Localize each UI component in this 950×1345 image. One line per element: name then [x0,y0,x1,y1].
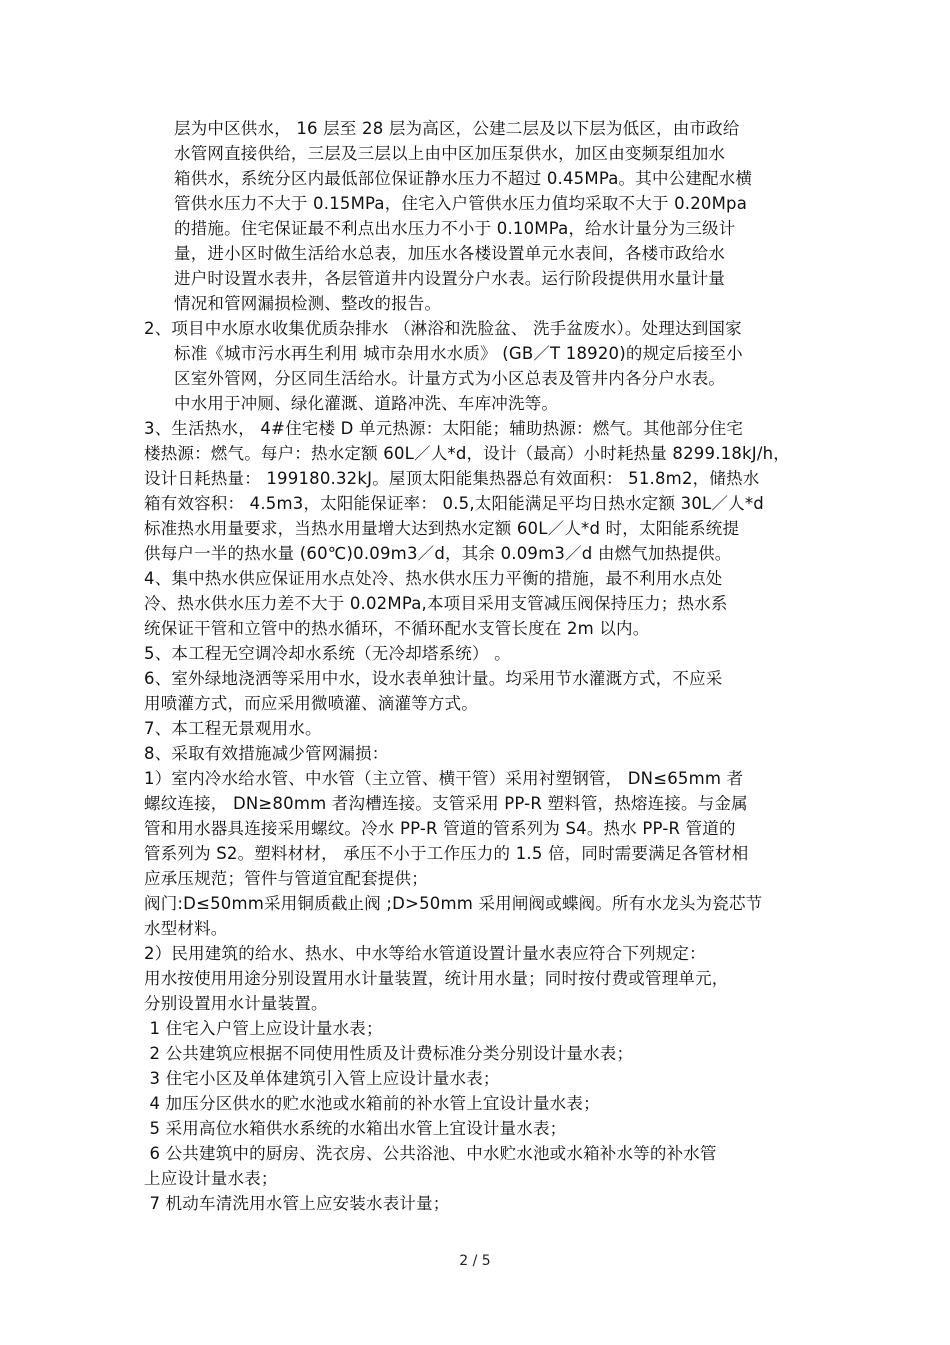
text-line: 阀门:D≤50mm采用铜质截止阀 ;D>50mm 采用闸阀或蝶阀。所有水龙头为瓷芯节 [144,894,763,913]
text-line: 应承压规范；管件与管道宜配套提供； [144,869,428,888]
text-line: 3、生活热水， 4#住宅楼 D 单元热源：太阳能；辅助热源：燃气。其他部分住宅 [144,419,744,438]
text-line: 2、项目中水原水收集优质杂排水 （淋浴和洗脸盆、 洗手盆废水）。处理达到国家 [144,319,742,338]
text-line: 用水按使用用途分别设置用水计量装置，统计用水量；同时按付费或管理单元， [144,969,729,988]
page-number: 2 / 5 [459,1253,491,1269]
text-line: 6、室外绿地浇洒等采用中水，设水表单独计量。均采用节水灌溉方式，不应采 [144,669,723,688]
text-line: 5 采用高位水箱供水系统的水箱出水管上宜设计量水表； [144,1119,567,1138]
text-line: 量，进小区时做生活给水总表，加压水各楼设置单元水表间，各楼市政给水 [174,244,726,263]
text-line: 4、集中热水供应保证用水点处冷、热水供水压力平衡的措施，最不利用水点处 [144,569,723,588]
text-line: 设计日耗热量： 199180.32kJ。屋顶太阳能集热器总有效面积： 51.8m2，储热水 [144,469,760,488]
text-line: 管和用水器具连接采用螺纹。冷水 PP-R 管道的管系列为 S4。热水 PP-R 管道的 [144,819,736,838]
text-line: 5、本工程无空调冷却水系统（无冷却塔系统） 。 [144,644,511,663]
text-line: 2 公共建筑应根据不同使用性质及计费标准分类分别设计量水表； [144,1044,634,1063]
text-line: 上应设计量水表； [144,1169,278,1188]
text-line: 用喷灌方式，而应采用微喷灌、滴灌等方式。 [144,694,478,713]
text-line: 8、采取有效措施减少管网漏损： [144,744,389,763]
text-line: 供每户一半的热水量 (60℃)0.09m3／d，其余 0.09m3／d 由燃气加热提供。 [144,544,732,563]
text-line: 箱有效容积： 4.5m3，太阳能保证率： 0.5,太阳能满足平均日热水定额 30L／人*d [144,494,764,513]
text-line: 的措施。住宅保证最不利点出水压力不小于 0.10MPa，给水计量分为三级计 [174,219,736,238]
text-line: 楼热源：燃气。每户：热水定额 60L／人*d，设计（最高）小时耗热量 8299.18kJ/h， [144,444,790,463]
text-line: 1 住宅入户管上应设计量水表； [144,1019,383,1038]
text-line: 情况和管网漏损检测、整改的报告。 [174,294,442,313]
text-line: 统保证干管和立管中的热水循环，不循环配水支管长度在 2m 以内。 [144,619,650,638]
text-line: 2）民用建筑的给水、热水、中水等给水管道设置计量水表应符合下列规定： [144,944,706,963]
text-line: 中水用于冲厕、绿化灌溉、道路冲洗、车库冲洗等。 [174,394,559,413]
text-line: 管供水压力不大于 0.15MPa，住宅入户管供水压力值均采取不大于 0.20Mpa [174,194,748,213]
text-line: 螺纹连接， DN≥80mm 者沟槽连接。支管采用 PP-R 塑料管，热熔连接。与金属 [144,794,748,813]
text-line: 区室外管网，分区同生活给水。计量方式为小区总表及管井内各分户水表。 [174,369,726,388]
text-line: 4 加压分区供水的贮水池或水箱前的补水管上宜设计量水表； [144,1094,600,1113]
text-line: 6 公共建筑中的厨房、洗衣房、公共浴池、中水贮水池或水箱补水等的补水管 [144,1144,717,1163]
text-line: 冷、热水供水压力差不大于 0.02MPa,本项目采用支管减压阀保持压力；热水系 [144,594,728,613]
text-line: 3 住宅小区及单体建筑引入管上应设计量水表； [144,1069,500,1088]
text-line: 7、本工程无景观用水。 [144,719,322,738]
text-line: 水管网直接供给，三层及三层以上由中区加压泵供水，加区由变频泵组加水 [174,144,726,163]
text-line: 管系列为 S2。塑料材材， 承压不小于工作压力的 1.5 倍，同时需要满足各管材相 [144,844,749,863]
text-line: 箱供水，系统分区内最低部位保证静水压力不超过 0.45MPa。其中公建配水横 [174,169,753,188]
text-line: 层为中区供水， 16 层至 28 层为高区，公建二层及以下层为低区，由市政给 [174,119,740,138]
text-line: 1）室内冷水给水管、中水管（主立管、横干管）采用衬塑钢管， DN≤65mm 者 [144,769,744,788]
text-line: 水型材料。 [144,919,228,938]
text-line: 7 机动车清洗用水管上应安装水表计量； [144,1194,450,1213]
text-line: 标准《城市污水再生利用 城市杂用水水质》 (GB／T 18920)的规定后接至小 [174,344,743,363]
text-line: 标准热水用量要求，当热水用量增大达到热水定额 60L／人*d 时，太阳能系统提 [144,519,740,538]
text-line: 分别设置用水计量装置。 [144,994,328,1013]
text-line: 进户时设置水表井，各层管道井内设置分户水表。运行阶段提供用水量计量 [174,269,726,288]
